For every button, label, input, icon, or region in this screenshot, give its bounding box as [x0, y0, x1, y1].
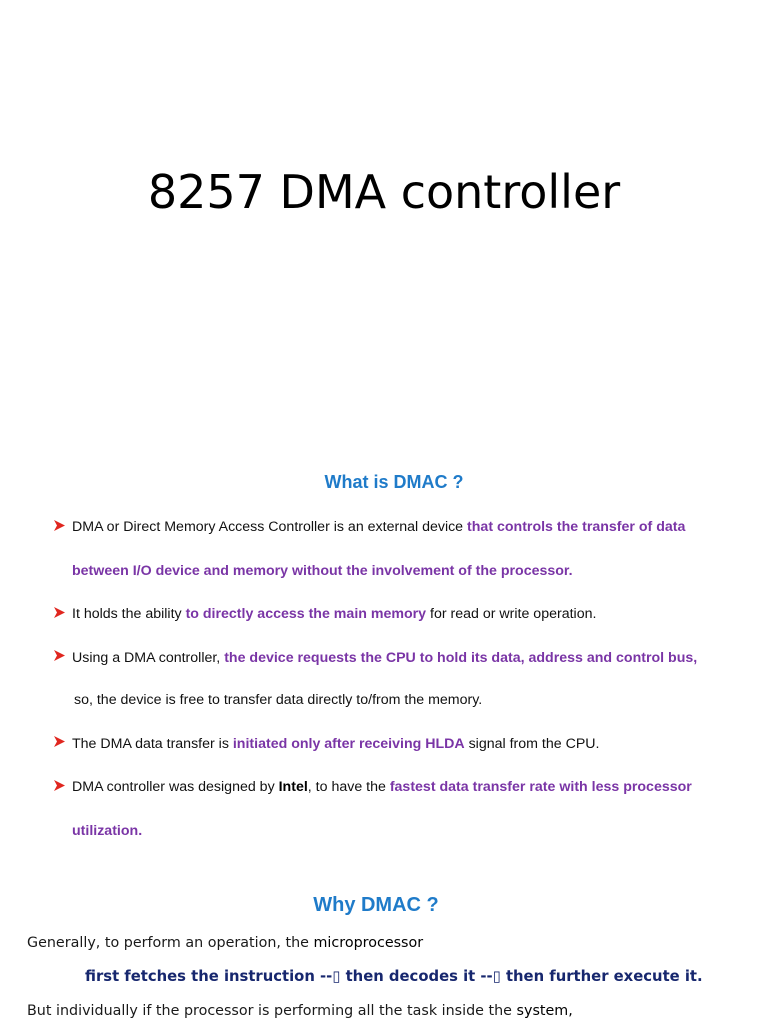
bullet-4-highlight: initiated only after receiving HLDA	[232, 736, 465, 752]
bullet-5-line-2	[72, 822, 142, 840]
bullet-3-highlight: the device requests the CPU to hold its data, address and control bus,	[224, 650, 698, 666]
bullet-5-highlight-continued: utilization.	[72, 823, 143, 839]
bullet-3-text: Using a DMA controller,	[72, 650, 225, 666]
bullet-2-text-end: for read or write operation.	[426, 606, 597, 622]
bullet-1-highlight: that controls the transfer of data	[467, 519, 686, 535]
slide-title: 8257 DMA controller	[147, 165, 621, 219]
arrowhead-bullet-icon	[54, 780, 65, 791]
bullet-1-highlight-continued: between I/O device and memory without the involvement of the processor.	[72, 563, 573, 579]
section-heading-what-is-dmac: What is DMAC ?	[324, 472, 464, 492]
bullet-2-highlight: to directly access the main memory	[185, 606, 427, 622]
section-heading-why-dmac: Why DMAC ?	[313, 894, 439, 916]
arrowhead-bullet-icon	[54, 650, 65, 661]
bullet-5-text-mid: , to have the	[307, 779, 390, 795]
paragraph-1-term: microprocessor	[313, 935, 424, 951]
paragraph-2-term: system,	[516, 1003, 573, 1019]
bullet-4-text-end: signal from the CPU.	[464, 736, 600, 752]
bullet-2-line	[72, 605, 596, 623]
arrowhead-bullet-icon	[54, 736, 65, 747]
bullet-5-line-1	[72, 778, 692, 796]
bullet-4-text: The DMA data transfer is	[72, 736, 233, 752]
bullet-1-line-2	[72, 562, 573, 580]
paragraph-2-text: But individually if the processor is performing all the task inside the	[27, 1003, 517, 1019]
bullet-3-text-continued: so, the device is free to transfer data directly to/from the memory.	[74, 692, 483, 708]
bullet-3-line-1	[72, 649, 697, 667]
arrowhead-bullet-icon	[54, 520, 65, 531]
bullet-1-text: DMA or Direct Memory Access Controller is an external device	[72, 519, 468, 535]
bullet-4-line	[72, 735, 599, 753]
bullet-1-line-1	[72, 518, 685, 536]
bullet-2-text: It holds the ability	[72, 606, 186, 622]
bullet-5-highlight: fastest data transfer rate with less processor	[389, 779, 692, 795]
paragraph-line-2	[27, 1002, 573, 1020]
arrowhead-bullet-icon	[54, 607, 65, 618]
bullet-3-line-2	[74, 691, 482, 709]
paragraph-1-text: Generally, to perform an operation, the	[27, 935, 314, 951]
bullet-5-bold-intel: Intel	[278, 779, 308, 795]
paragraph-line-1	[27, 934, 423, 952]
instruction-cycle-steps: first fetches the instruction --▯ then decodes it --▯ then further execute it.	[85, 968, 703, 985]
bullet-5-text: DMA controller was designed by	[72, 779, 279, 795]
